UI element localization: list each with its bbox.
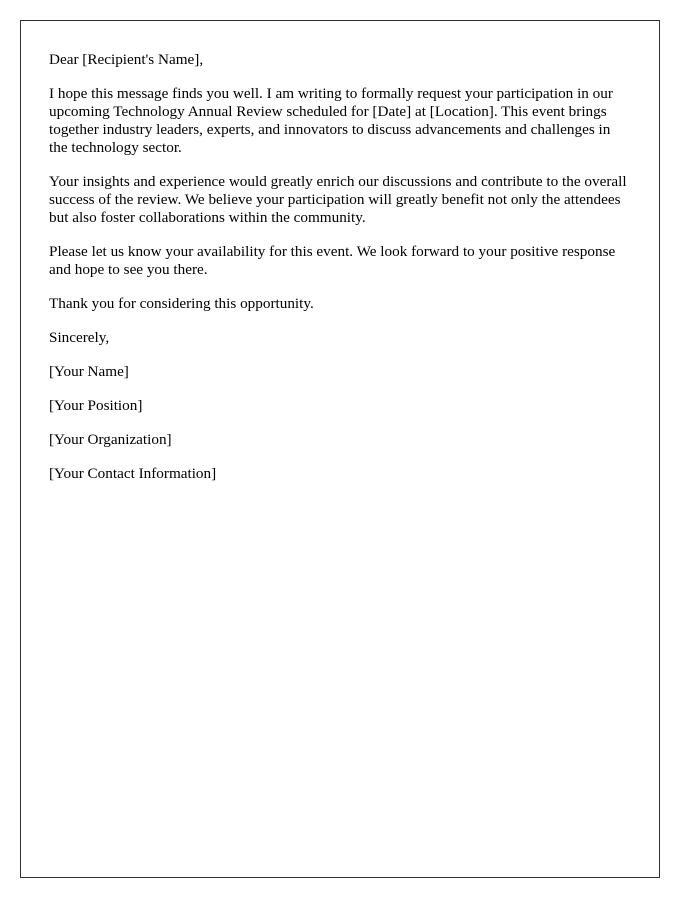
signature-contact: [Your Contact Information] [49, 465, 217, 482]
closing: Sincerely, [49, 329, 110, 346]
body-paragraph-intro: I hope this message finds you well. I am writing to formally request your participation in our upcoming Technology Annual Review scheduled for [Date] at [Location]. This event brings together industry leaders, experts, and innovators to discuss advancements and challenges in the technology sector. [49, 85, 613, 156]
body-paragraph-insights: Your insights and experience would greatly enrich our discussions and contribute to the overall success of the review. We believe your participation will greatly benefit not only the attendees but also foster collaborations within the community. [49, 173, 627, 226]
salutation: Dear [Recipient's Name], [49, 51, 204, 68]
signature-organization: [Your Organization] [49, 431, 172, 448]
body-paragraph-availability: Please let us know your availability for this event. We look forward to your positive response and hope to see you there. [49, 243, 616, 278]
letter-page [20, 20, 660, 878]
body-paragraph-thanks: Thank you for considering this opportunity. [49, 295, 314, 312]
signature-position: [Your Position] [49, 397, 143, 414]
signature-name: [Your Name] [49, 363, 129, 380]
